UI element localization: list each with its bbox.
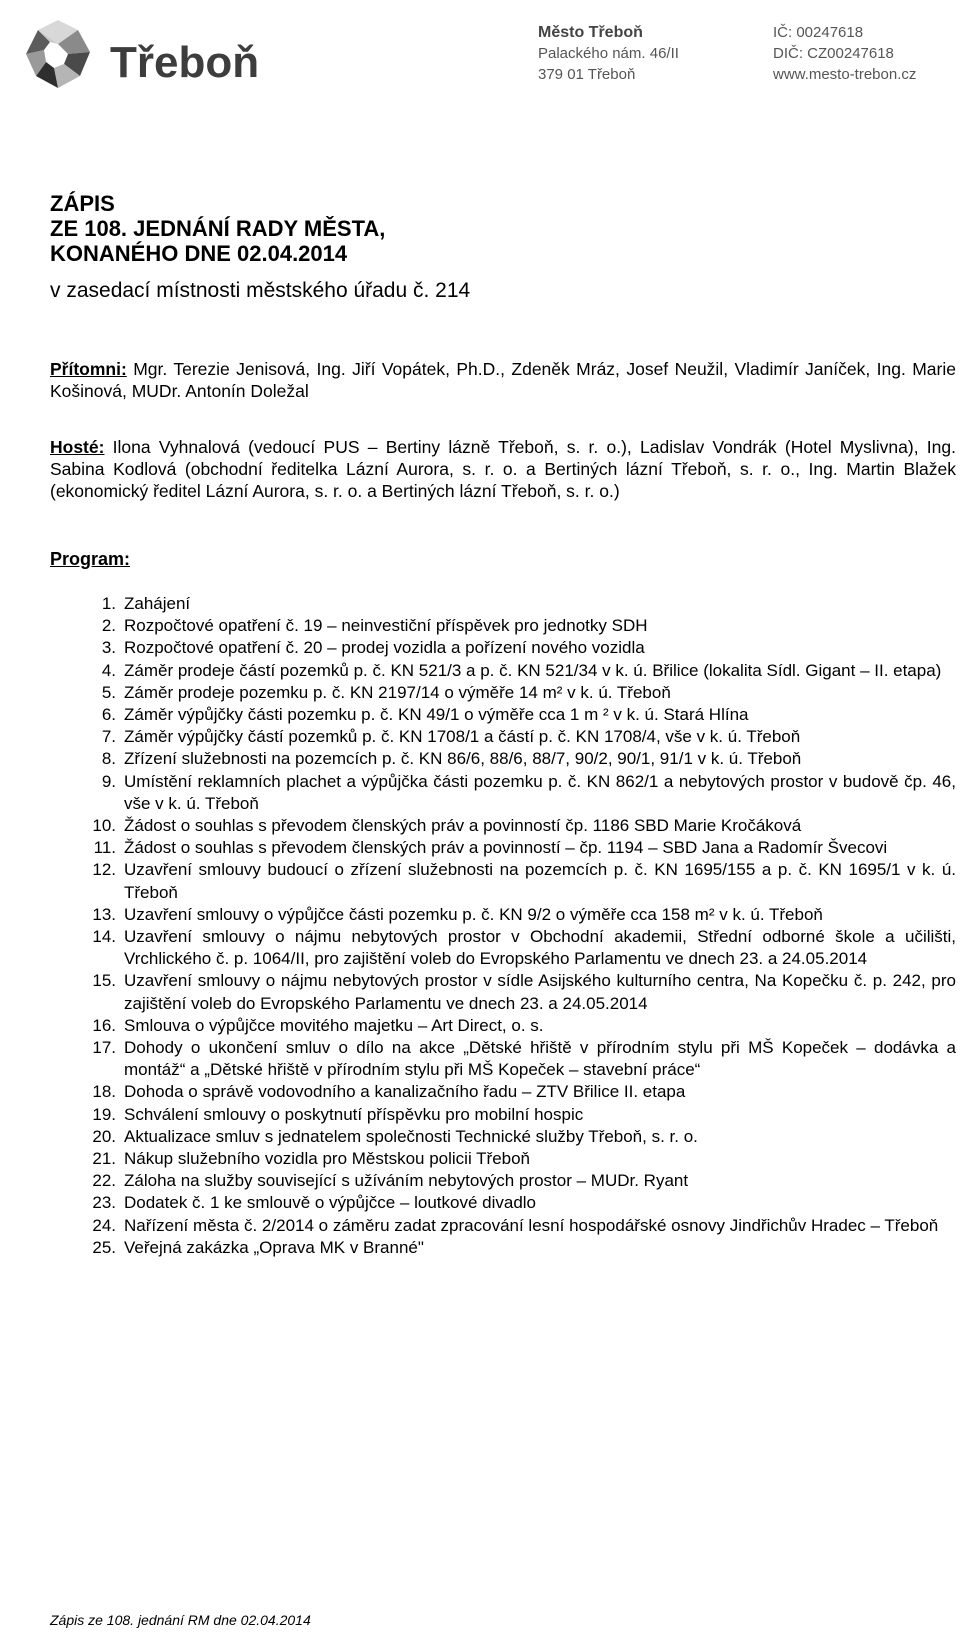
program-item-number: 17.: [92, 1038, 116, 1058]
program-item-text: Rozpočtové opatření č. 20 – prodej vozidla a pořízení nového vozidla: [124, 638, 645, 658]
program-item: [82, 1081, 956, 1103]
program-item: [82, 660, 956, 682]
program-item: [82, 926, 956, 970]
program-item: [82, 1015, 956, 1037]
program-item-number: 18.: [92, 1082, 116, 1102]
program-item-text: Zřízení služebnosti na pozemcích p. č. KN 86/6, 88/6, 88/7, 90/2, 90/1, 91/1 v k. ú. Třeboň: [124, 749, 802, 769]
organization-name: Město Třeboň: [538, 24, 643, 41]
program-item: [82, 593, 956, 615]
program-item-text: Aktualizace smluv s jednatelem společnosti Technické služby Třeboň, s. r. o.: [124, 1126, 698, 1146]
program-item-number: 22.: [92, 1171, 116, 1191]
program-item: [82, 1126, 956, 1148]
program-item-text: Veřejná zakázka „Oprava MK v Branné": [124, 1237, 424, 1257]
organization-ids: [773, 22, 916, 85]
program-item-number: 5.: [101, 682, 116, 702]
program-item: [82, 970, 956, 1014]
attendees-text: Mgr. Terezie Jenisová, Ing. Jiří Vopátek, Ph.D., Zdeněk Mráz, Josef Neužil, Vladimír Janíček, Ing. Marie Košinová, MUDr. Antonín Doležal: [50, 359, 956, 401]
program-item: [82, 815, 956, 837]
program-item-text: Rozpočtové opatření č. 19 – neinvestiční příspěvek pro jednotky SDH: [124, 616, 648, 636]
program-item-number: 19.: [92, 1104, 116, 1124]
program-item: [82, 704, 956, 726]
program-item-text: Uzavření smlouvy o nájmu nebytových prostor v Obchodní akademii, Střední odborné škole a učilišti, Vrchlického č. p. 1064/II, pro zajištění voleb do Evropského Parlamentu ve dnech 23. a 24.05.2014: [124, 927, 956, 969]
program-heading: Program:: [50, 549, 131, 569]
program-item-text: Záměr prodeje částí pozemků p. č. KN 521/3 a p. č. KN 521/34 v k. ú. Břilice (lokalita Sídl. Gigant – II. etapa): [124, 660, 942, 680]
program-item-number: 1.: [101, 594, 116, 613]
program-item-text: Dohoda o správě vodovodního a kanalizačního řadu – ZTV Břilice II. etapa: [124, 1082, 686, 1102]
meeting-location: v zasedací místnosti městského úřadu č. 214: [50, 279, 471, 302]
program-item-number: 25.: [92, 1237, 116, 1257]
program-item-number: 6.: [101, 705, 116, 725]
program-item-number: 2.: [101, 616, 116, 636]
program-item-number: 16.: [92, 1015, 116, 1035]
program-item: [82, 1192, 956, 1214]
program-item-text: Záměr výpůjčky částí pozemků p. č. KN 1708/1 a částí p. č. KN 1708/4, vše v k. ú. Třeboň: [124, 727, 801, 747]
program-item-number: 12.: [92, 860, 116, 880]
program-item-text: Smlouva o výpůjčce movitého majetku – Art Direct, o. s.: [124, 1015, 544, 1035]
program-item-text: Uzavření smlouvy o výpůjčce části pozemku p. č. KN 9/2 o výměře cca 158 m² v k. ú. Třeboň: [124, 904, 823, 924]
program-item: [82, 771, 956, 815]
address-street: Palackého nám. 46/II: [538, 45, 679, 62]
address-city: 379 01 Třeboň: [538, 66, 636, 83]
program-item-text: Uzavření smlouvy o nájmu nebytových prostor v sídle Asijského kulturního centra, Na Kopečku č. p. 242, pro zajištění voleb do Evropského Parlamentu ve dnech 23. a 24.05.2014: [124, 971, 956, 1013]
program-item-text: Záměr výpůjčky části pozemku p. č. KN 49/1 o výměře cca 1 m ² v k. ú. Stará Hlína: [124, 705, 749, 725]
program-item-number: 21.: [92, 1149, 116, 1169]
program-item: [82, 748, 956, 770]
program-item: [82, 1037, 956, 1081]
program-item: [82, 726, 956, 748]
program-item-number: 13.: [92, 904, 116, 924]
program-item: [82, 1104, 956, 1126]
program-item-number: 24.: [92, 1215, 116, 1235]
program-item-text: Zahájení: [124, 594, 191, 613]
program-item: [82, 615, 956, 637]
program-item-text: Uzavření smlouvy budoucí o zřízení služebnosti na pozemcích p. č. KN 1695/155 a p. č. KN 1695/1 v k. ú. Třeboň: [124, 860, 956, 902]
attendees-label: Přítomni:: [50, 359, 127, 379]
program-item-number: 20.: [92, 1126, 116, 1146]
program-item-number: 11.: [93, 838, 116, 858]
document-title: [50, 191, 385, 266]
logo-wordmark: Třeboň: [110, 38, 260, 87]
program-item-text: Umístění reklamních plachet a výpůjčka části pozemku p. č. KN 862/1 a nebytových prostor v budově čp. 46, vše v k. ú. Třeboň: [124, 771, 956, 813]
program-item-number: 10.: [92, 816, 116, 836]
guests-text: Ilona Vyhnalová (vedoucí PUS – Bertiny lázně Třeboň, s. r. o.), Ladislav Vondrák (Hotel Myslivna), Ing. Sabina Kodlová (obchodní ředitelka Lázní Aurora, s. r. o. a Bertiných lázní Třeboň, s. r. o., Ing. Martin Blažek (ekonomický ředitel Lázní Aurora, s. r. o. a Bertiných lázní Třeboň, s. r. o.): [50, 437, 956, 501]
title-line-2: ZE 108. JEDNÁNÍ RADY MĚSTA,: [50, 216, 386, 241]
program-item-text: Záloha na služby související s užíváním nebytových prostor – MUDr. Ryant: [124, 1171, 689, 1191]
program-item: [82, 859, 956, 903]
program-item: [82, 837, 956, 859]
program-item: [82, 1170, 956, 1192]
dic-number: DIČ: CZ00247618: [773, 45, 894, 62]
program-item-text: Žádost o souhlas s převodem členských práv a povinností čp. 1186 SBD Marie Kročáková: [124, 816, 802, 836]
attendees-paragraph: [50, 358, 956, 402]
program-item-text: Dohody o ukončení smluv o dílo na akce „Dětské hřiště v přírodním stylu při MŠ Kopeček – dodávka a montáž“ a „Dětské hřiště v přírodním stylu při MŠ Kopeček – stavební práce“: [124, 1038, 956, 1080]
program-item-number: 9.: [101, 771, 116, 791]
city-logo-icon: [18, 14, 98, 94]
program-item-number: 4.: [101, 660, 116, 680]
program-item-text: Záměr prodeje pozemku p. č. KN 2197/14 o výměře 14 m² v k. ú. Třeboň: [124, 682, 671, 702]
program-item-number: 23.: [92, 1193, 116, 1213]
guests-label: Hosté:: [50, 437, 105, 457]
program-item-text: Schválení smlouvy o poskytnutí příspěvku pro mobilní hospic: [124, 1104, 584, 1124]
program-item-text: Nařízení města č. 2/2014 o záměru zadat zpracování lesní hospodářské osnovy Jindřichův Hradec – Třeboň: [124, 1215, 939, 1235]
program-item-text: Nákup služebního vozidla pro Městskou policii Třeboň: [124, 1149, 531, 1169]
program-item-number: 3.: [101, 638, 116, 658]
program-item: [82, 682, 956, 704]
program-item-text: Žádost o souhlas s převodem členských práv a povinností – čp. 1194 – SBD Jana a Radomír Švecovi: [124, 838, 888, 858]
title-line-3: KONANÉHO DNE 02.04.2014: [50, 241, 348, 266]
letterhead: [0, 0, 960, 110]
guests-paragraph: [50, 436, 956, 502]
ic-number: IČ: 00247618: [773, 24, 864, 41]
title-line-1: ZÁPIS: [50, 191, 115, 216]
program-item-number: 7.: [101, 727, 116, 747]
program-item-number: 8.: [101, 749, 116, 769]
website-link[interactable]: www.mesto-trebon.cz: [773, 66, 917, 83]
program-item-text: Dodatek č. 1 ke smlouvě o výpůjčce – loutkové divadlo: [124, 1193, 537, 1213]
program-item-number: 14.: [92, 927, 116, 947]
program-item: [82, 1148, 956, 1170]
program-item: [82, 637, 956, 659]
program-item-number: 15.: [92, 971, 116, 991]
page-footer: Zápis ze 108. jednání RM dne 02.04.2014: [50, 1612, 311, 1628]
program-list: [82, 593, 956, 1259]
program-item: [82, 1237, 956, 1259]
organization-address: [538, 22, 679, 85]
program-item: [82, 904, 956, 926]
program-item: [82, 1215, 956, 1237]
